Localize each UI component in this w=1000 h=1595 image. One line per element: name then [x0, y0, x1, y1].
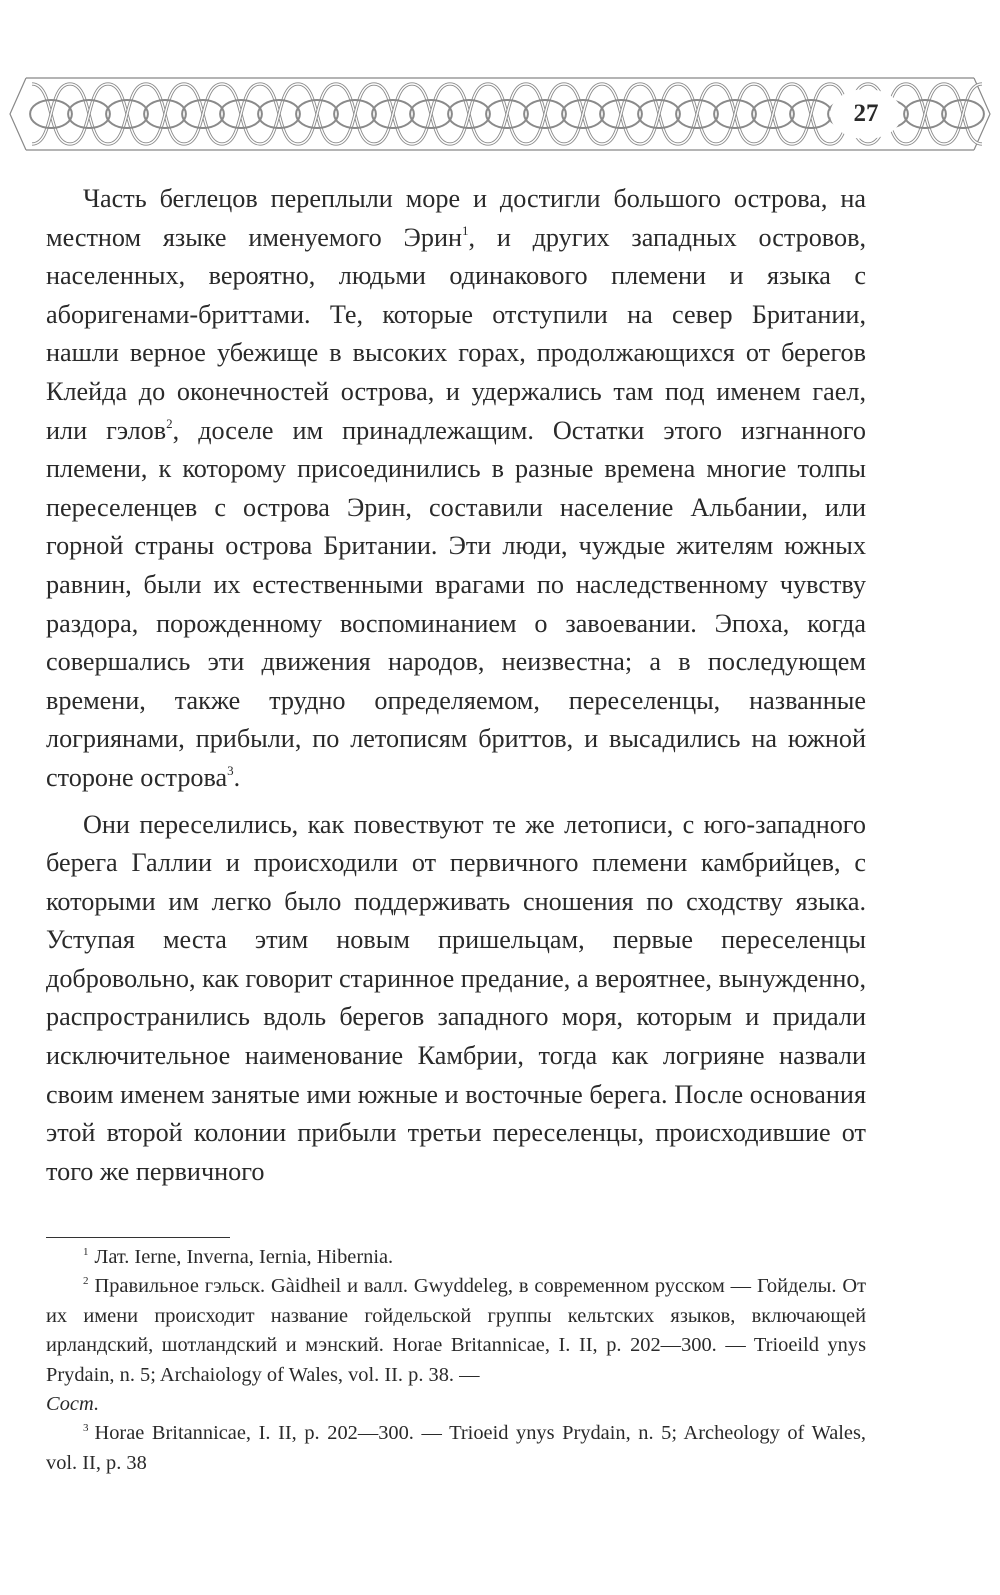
paragraph-1 [46, 180, 866, 798]
paragraph-1-text-c: , доселе им принадлежащим. Остатки этого изгнанного племени, к которому присоединились в разные времена многие толпы переселенцев с острова Эрин, составили население Альбании, или горной страны острова Британии. Эти люди, чуждые жителям южных равнин, были их естественными врагами по наследственному чувству раздора, порожденному воспоминанием о завоевании. Эпоха, когда совершались эти движения народов, неизвестна; а в последующем времени, также трудно определяемом, переселенцы, названные логриянами, прибыли, по летописям бриттов, и высадились на южной стороне острова [46, 415, 866, 792]
paragraph-1-text-b: , и других западных островов, населенных, вероятно, людьми одинакового племени и языка с аборигенами-бриттами. Те, которые отступили на север Британии, нашли верное убежище в высоких горах, продолжающихся от берегов Клейда до оконечностей острова, и удержались там под именем гаел, или гэлов [46, 222, 866, 445]
page-number: 27 [830, 89, 902, 139]
footnote-2-text: Правильное гэльск. Gàidheil и валл. Gwyddeleg, в современном русском — Гойделы. От их имени происходит название гойдельской группы кельтских языков, включающей ирландский, шотландский и мэнский. Horae Britannicae, I. II, p. 202—300. — Trioeild ynys Prydain, n. 5; Archaiology of Wales, vol. II. p. 38. — [46, 1275, 866, 1386]
footnote-ref-3: 3 [227, 762, 234, 778]
footnote-mark-1: 1 [83, 1246, 89, 1258]
footnote-1-text: Лат. Ierne, Inverna, Iernia, Hibernia. [94, 1246, 394, 1268]
paragraph-1-text-a: Часть беглецов переплыли море и достигли большого острова, на местном языке именуемого Эрин [46, 184, 866, 252]
main-text [46, 180, 866, 1191]
footnote-divider [46, 1237, 230, 1238]
footnotes [46, 1243, 866, 1478]
paragraph-1-text-d: . [233, 762, 241, 792]
footnote-2 [46, 1272, 866, 1419]
paragraph-2: Они переселились, как повествуют те же летописи, с юго-западного берега Галлии и происходили от первичного племени камбрийцев, с которыми им легко было поддерживать сношения по сходству языка. Уступая места этим новым пришельцам, первые переселенцы добровольно, как говорит старинное предание, а вероятнее, вынужденно, распространились вдоль берегов западного моря, которым и придали исключительное наименование Камбрии, тогда как логрияне назвали своим именем занятые ими южные и восточные берега. После основания этой второй колонии прибыли третьи переселенцы, происходившие от того же первичного [46, 809, 866, 1186]
footnote-3-text: Horae Britannicae, I. II, p. 202—300. — Trioeid ynys Prydain, n. 5; Archeology of Wales, vol. II, p. 38 [46, 1422, 866, 1474]
footnote-ref-2: 2 [166, 415, 173, 431]
footnote-ref-1: 1 [461, 222, 469, 238]
footnote-mark-2: 2 [83, 1275, 89, 1288]
footnote-3 [46, 1419, 866, 1478]
footnote-1 [46, 1243, 866, 1272]
footnote-mark-3: 3 [83, 1422, 89, 1435]
footnote-2-source: Сост. [46, 1393, 100, 1416]
